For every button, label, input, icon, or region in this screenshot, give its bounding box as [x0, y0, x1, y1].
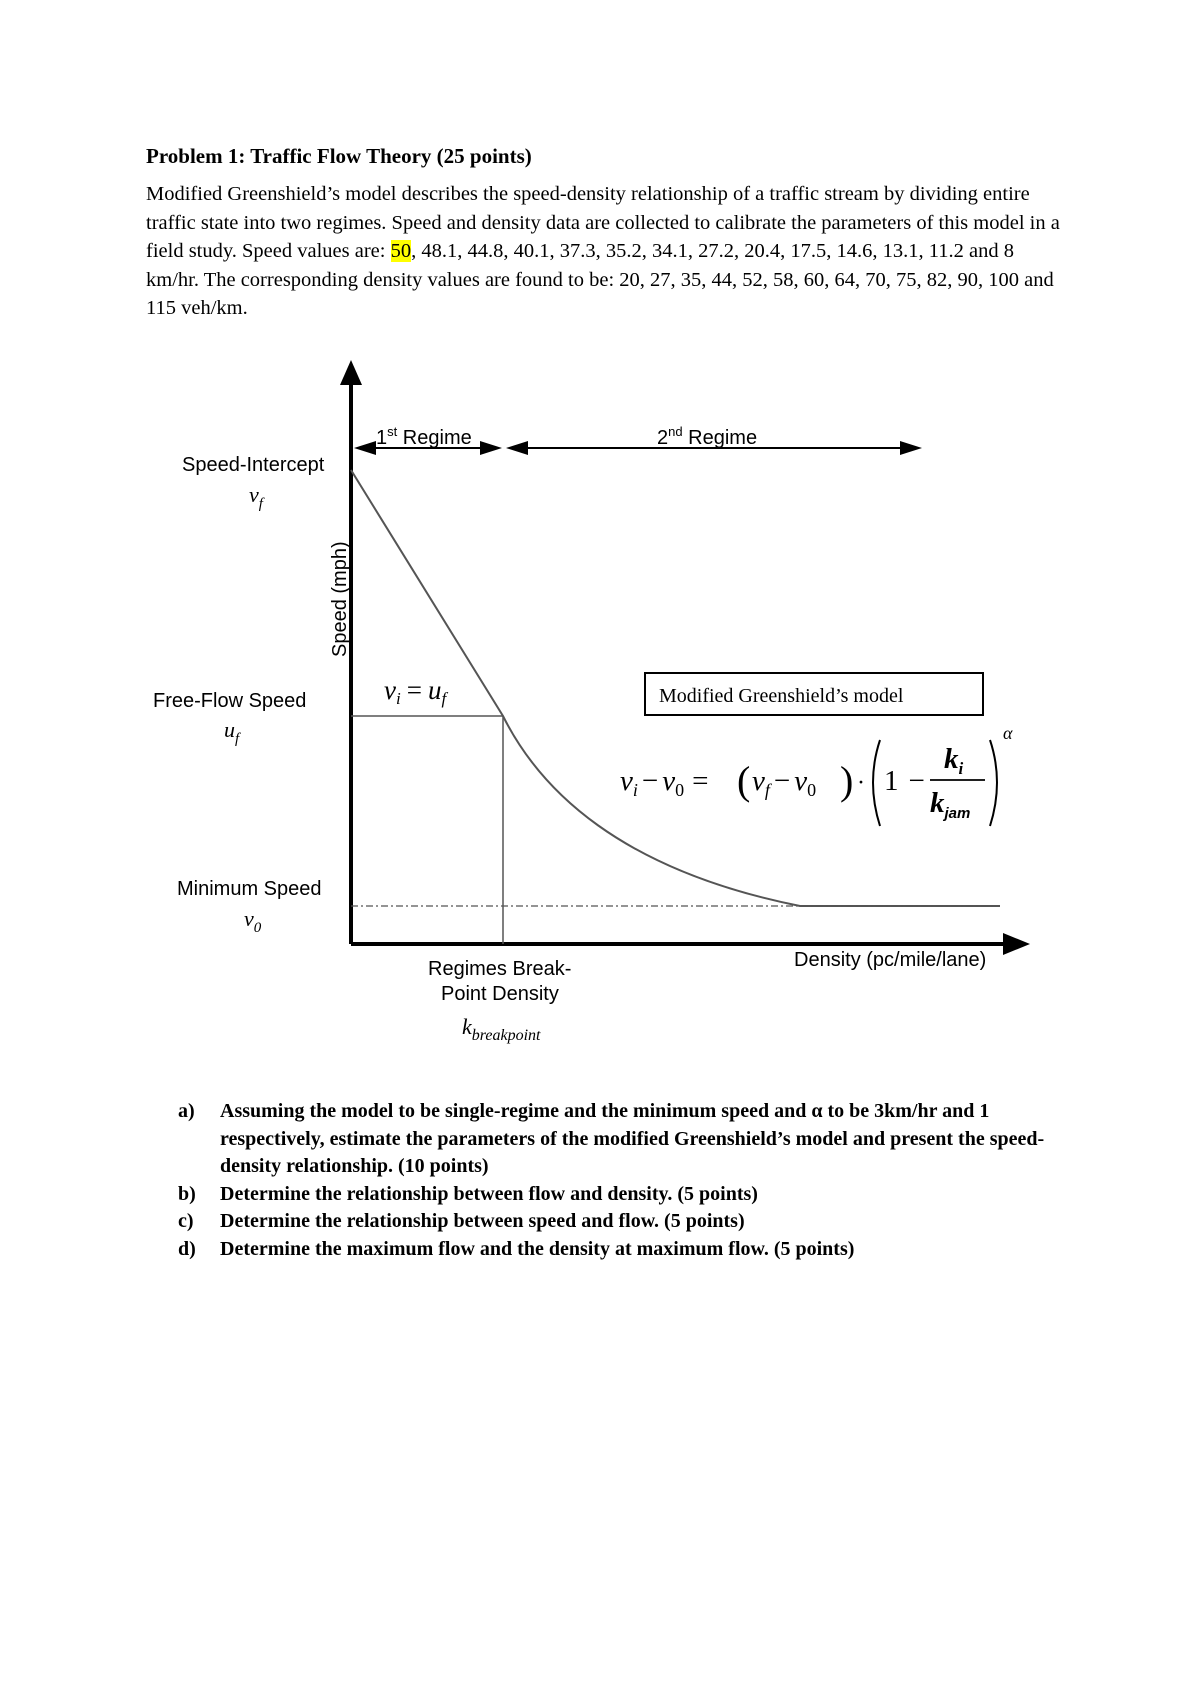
speed-intercept-symbol: $v_f$: [249, 482, 263, 512]
model-formula: [620, 723, 1013, 826]
regime2-arrow-left: [506, 441, 528, 455]
formula-alpha: α: [1003, 723, 1013, 743]
formula-big-paren-right: [990, 740, 997, 826]
model-title-label: Modified Greenshield’s model: [659, 685, 904, 707]
free-flow-speed-label: Free-Flow Speed: [153, 690, 307, 712]
question-text: Determine the relationship between flow and density. (5 points): [220, 1182, 758, 1205]
question-item: [178, 1181, 1078, 1209]
intro-rest: , 48.1, 44.8, 40.1, 37.3, 35.2, 34.1, 27.2, 20.4, 17.5, 14.6, 13.1, 11.2 and 8 km/hr. The corresponding density values are found to be: 20, 27, 35, 44, 52, 58, 60, 64, 70, 75, 82, 90, 100 and 115 veh/km.: [146, 240, 1054, 319]
formula-big-paren-left: [873, 740, 880, 826]
regime1-equation: vi = uf: [384, 675, 447, 708]
formula-denominator: $k_{jam}$: [930, 787, 971, 822]
question-label: c): [178, 1210, 194, 1232]
formula-lhs: $v_i - v_0$ =: [620, 765, 709, 800]
question-item: [178, 1236, 1078, 1264]
y-axis-label: Speed (mph): [329, 541, 351, 657]
regime1-arrow-left: [354, 441, 376, 455]
question-text: Determine the relationship between speed and flow. (5 points): [220, 1210, 745, 1232]
question-list: [178, 1098, 1078, 1263]
y-axis-arrow: [340, 360, 362, 385]
formula-middle: $v_f - v_0$: [752, 765, 817, 800]
regime2-label: 2nd Regime: [657, 424, 758, 449]
minimum-speed-symbol: $v_0$: [244, 906, 262, 936]
formula-paren-close: ): [840, 758, 854, 803]
problem-title: Problem 1: Traffic Flow Theory (25 points): [146, 144, 532, 168]
formula-dot: ·: [857, 770, 865, 796]
formula-paren-open: (: [737, 758, 751, 803]
formula-one: 1 −: [884, 765, 925, 797]
breakpoint-label-line1: Regimes Break-: [428, 958, 572, 980]
question-label: a): [178, 1100, 195, 1122]
question-text: Determine the maximum flow and the density at maximum flow. (5 points): [220, 1237, 855, 1260]
minimum-speed-label: Minimum Speed: [177, 878, 322, 900]
question-text: Assuming the model to be single-regime and the minimum speed and α to be 3km/hr and 1 respectively, estimate the parameters of the modified Greenshield’s model and present the speed-density relationship. (10 points): [220, 1100, 1045, 1177]
x-axis-arrow: [1003, 933, 1030, 955]
intro-lead: Modified Greenshield’s model describes the speed-density relationship of a traffic stream by dividing entire traffic state into two regimes. Speed and density data are collected to calibrate the parameters of this model in a field study. Speed values are:: [146, 183, 1060, 262]
breakpoint-symbol: $k_{breakpoint}$: [462, 1014, 541, 1044]
question-item: [178, 1098, 1078, 1181]
breakpoint-label-line2: Point Density: [441, 983, 559, 1005]
highlighted-value: 50: [390, 240, 412, 262]
regime1-arrow-right: [480, 441, 502, 455]
regime2-arrow-right: [900, 441, 922, 455]
regime1-label: 1st Regime: [376, 424, 472, 449]
question-label: b): [178, 1182, 196, 1205]
question-item: [178, 1208, 1078, 1236]
question-label: d): [178, 1237, 196, 1260]
formula-numerator: $k_i$: [944, 743, 964, 778]
x-axis-label: Density (pc/mile/lane): [794, 949, 987, 971]
speed-intercept-label: Speed-Intercept: [182, 454, 325, 476]
free-flow-speed-symbol: $u_f$: [224, 717, 240, 747]
